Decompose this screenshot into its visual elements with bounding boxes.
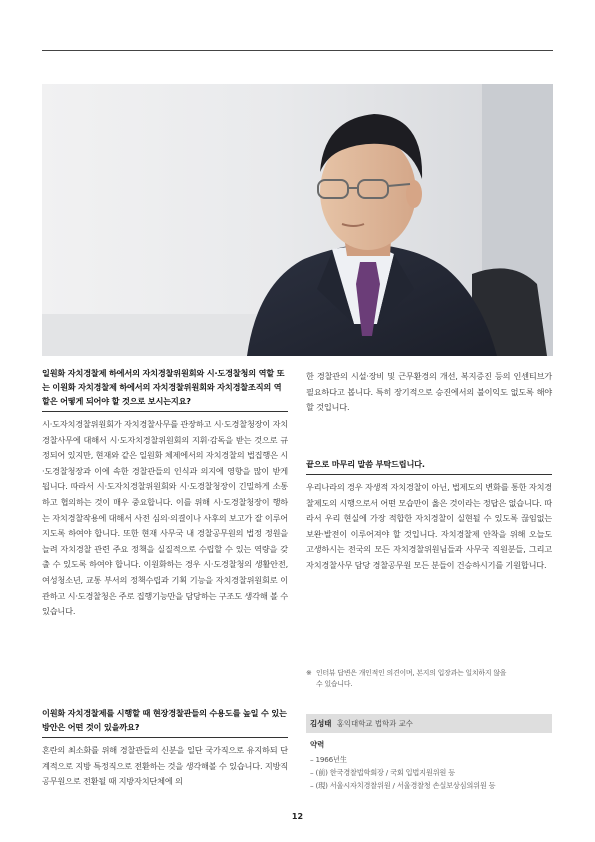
interview-photo: [42, 84, 553, 356]
interviewee-profile: [306, 714, 552, 792]
question-underline: [306, 474, 552, 475]
answer-paragraph: 혼란의 최소화를 위해 경찰관들의 신분을 일단 국가직으로 유지하되 단계적으로 지방 특정직으로 전환하는 것을 생각해볼 수 있습니다. 지방직 공무원으로 전환될 때 지방자치단체에 의: [42, 745, 288, 787]
right-column: [306, 369, 552, 416]
question-heading: 이원화 자치경찰제를 시행할 때 현장경찰관들의 수용도를 높일 수 있는 방안은 어떤 것이 있을까요?: [42, 708, 287, 732]
career-item: – (前) 한국경찰법학회장 / 국회 입법지원위원 등: [310, 768, 455, 777]
left-column: [42, 366, 288, 620]
note-line: 인터뷰 답변은 개인적인 의견이며, 본지의 입장과는 일치하지 않을: [316, 669, 507, 677]
question-heading: 끝으로 마무리 말씀 부탁드립니다.: [306, 459, 425, 469]
right-column-closing: [306, 457, 552, 574]
answer-paragraph: 우리나라의 경우 자생적 자치경찰이 아닌, 법제도의 변화를 통한 자치경찰제도의 시행으로서 어떤 모습만이 옳은 것이라는 정답은 없습니다. 따라서 우리 현실에 가장 적합한 자치경찰이 실현될 수 있도록 끊임없는 보완·발전이 이루어져야 할 것입니다. 자치경찰제 안착을 위해 오늘도 고생하시는 전국의 모든 자치경찰위원님들과 사무국 직원분들, 그리고 자치경찰사무 담당 경찰공무원 모든 분들이 건승하시기를 기원합니다.: [306, 482, 552, 570]
answer-paragraph: 시·도자치경찰위원회가 자치경찰사무를 관장하고 시·도경찰청장이 자치경찰사무에 대해서 시·도자치경찰위원회의 지휘·감독을 받는 것으로 규정되어 있지만, 현재와 같은 일원화 체제에서의 자치경찰의 법집행은 시·도경찰청장과 이에 속한 경찰관들의 인식과 의지에 영향을 많이 받게 됩니다. 따라서 시·도자치경찰위원회와 시·도경찰청장이 긴밀하게 소통하고 협의하는 것이 매우 중요합니다. 이를 위해 시·도경찰청장이 행하는 자치경찰작용에 대해서 사전 심의·의결이나 사후의 보고가 잘 이루어지도록 하여야 합니다. 또한 현재 사무국 내 경찰공무원의 법정 정원을 늘려 자치경찰 관련 주요 정책을 실질적으로 수립할 수 있는 역량을 갖출 수 있도록 하여야 합니다. 이원화하는 경우 시·도경찰청의 생활안전, 여성청소년, 교통 부서의 정책수립과 기획 기능을 자치경찰위원회로 이관하고 시·도경찰청은 주로 집행기능만을 담당하는 구조도 생각해 볼 수 있습니다.: [42, 419, 288, 617]
answer-paragraph-continued: 한 경찰관의 시설·장비 및 근무환경의 개선, 복지증진 등의 인센티브가 필요하다고 봅니다. 특히 장기적으로 승진에서의 불이익도 없도록 해야 할 것입니다.: [306, 371, 552, 413]
page-number: 12: [291, 812, 304, 821]
profile-affiliation: 홍익대학교 법학과 교수: [336, 719, 413, 728]
profile-header: [306, 714, 552, 733]
profile-name: 김성태: [310, 719, 332, 728]
question-underline: [42, 411, 288, 412]
career-item: – (現) 서울시자치경찰위원 / 서울경찰청 손실보상심의위원 등: [310, 781, 496, 790]
note-line: 수 있습니다.: [316, 679, 353, 688]
career-label: 약력: [310, 740, 325, 749]
interviewee-portrait: [42, 84, 553, 356]
question-heading: 일원화 자치경찰제 하에서의 자치경찰위원회와 시·도경찰청의 역할 또는 이원화 자치경찰제 하에서의 자치경찰위원회와 자치경찰조직의 역할은 어떻게 되어야 할 것으로 보시는지요?: [42, 368, 285, 406]
note-mark: ※: [306, 669, 312, 677]
disclaimer-note: [306, 668, 552, 689]
career-item: – 1966년生: [310, 755, 347, 764]
top-divider: [42, 50, 553, 51]
question-underline: [42, 737, 288, 738]
left-column-lower: [42, 706, 288, 790]
